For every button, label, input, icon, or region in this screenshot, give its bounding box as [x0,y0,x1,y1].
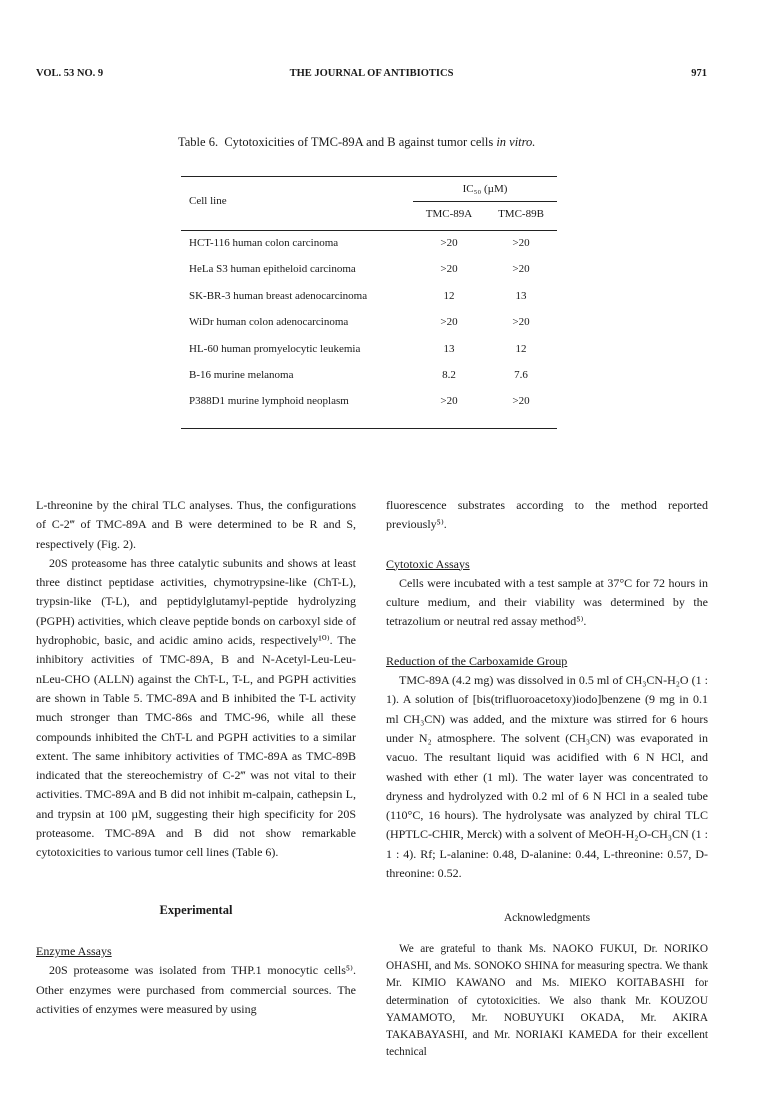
ic50-tmc-89b: 13 [515,289,527,302]
ic50-tmc-89b: 7.6 [514,368,528,381]
ic50-tmc-89a: >20 [440,395,458,408]
cell-line-name: P388D1 murine lymphoid neoplasm [189,395,349,408]
paragraph-fluorescence: fluorescence substrates according to the method reported previously⁵⁾. [386,498,708,532]
table-header [181,177,557,230]
left-column [36,496,356,1019]
ic50-tmc-89a: >20 [440,237,458,249]
paragraph-configuration: L-threonine by the chiral TLC analyses. Thus, the configurations of C-2‴ of TMC-89A and B were determined to be R and S, respectively (Fig. 2). [36,498,356,551]
header-cell-line: Cell line [189,195,227,207]
table-caption [178,135,535,150]
paragraph-cytotoxic-assays: Cells were incubated with a test sample at 37°C for 72 hours in culture medium, and their viability was determined by the tetrazolium or neutral red assay method⁵⁾. [386,575,708,629]
ic50-tmc-89a: 8.2 [442,368,456,381]
paragraph-acknowledgments: We are grateful to thank Ms. NAOKO FUKUI, Dr. NORIKO OHASHI, and Ms. SONOKO SHINA for measuring spectra. We thank Mr. KIMIO KAWANO and Ms. MIEKO KOITABASHI for determination of cytotoxicities. We also thank Mr. KOUZOU YAMAMOTO, Mr. NOBUYUKI OKADA, Mr. AKIRA TAKABAYASHI, and Mr. NORIAKI KAMEDA for their excellent technical [386,942,708,1059]
ic50-tmc-89a: 13 [443,342,455,355]
running-header [36,68,707,84]
page-number: 971 [691,68,707,79]
header-tmc-89a: TMC-89A [425,208,473,220]
cell-line-name: B-16 murine melanoma [189,368,294,381]
cell-line-name: WiDr human colon adenocarcinoma [189,316,349,329]
cell-line-name: HL-60 human promyelocytic leukemia [189,342,361,355]
enzyme-assays-title: Enzyme Assays [36,943,112,958]
reduction-title: Reduction of the Carboxamide Group [386,653,568,668]
paragraph-reduction: TMC-89A (4.2 mg) was dissolved in 0.5 ml of CH₃CN-H₂O (1 : 1). A solution of [bis(trifluoroacetoxy)iodo]benzene (9 mg in 0.1 ml CH₃CN) was added, and the mixture was stirred for 6 hours under N₂ atmosphere. The solvent (CH₃CN) was evaporated in vacuo. The resultant liquid was acidified with 6 N HCl, and washed with ether (1 ml). The water layer was concentrated to dryness and hydrolyzed with 0.2 ml of 6 N HCl in a sealed tube (110°C, 16 hours). The hydrolysate was analyzed by chiral TLC (HPTLC-CHIR, Merck) with a solvent of MeOH-H₂O-CH₃CN (1 : 1 : 4). Rf; L-alanine: 0.48, D-alanine: 0.44, L-threonine: 0.57, D-threonine: 0.52. [386,673,708,881]
ic50-tmc-89a: 12 [443,289,455,302]
ic50-tmc-89a: >20 [440,263,458,276]
table-row [181,310,557,336]
header-ic50-rule [413,201,557,202]
table-row [181,337,557,363]
paragraph-proteasome: 20S proteasome has three catalytic subunits and shows at least three distinct peptidase activities, chymotrypsine-like (ChT-L), trypsin-like (T-L), and peptidylglutamyl-peptide hydrolyzing (PGPH) activities, which cleave peptide bonds on carboxyl side of hydrophobic, basic, and acidic amino acids, respectively¹⁰⁾. The inhibitory activities of TMC-89A, B and N-Acetyl-Leu-Leu-nLeu-CHO (ALLN) against the ChT-L, T-L, and PGPH activities are shown in Table 5. TMC-89A and B inhibited the T-L activity much stronger than TMC-86s and TMC-96, while all these compounds inhibited the ChT-L and PGPH activities to a similar extent. The same inhibitory activities of TMC-89A as TMC-89B indicated that the stereochemistry of C-2‴ was not vital to their activities. TMC-89A and B did not inhibit m-calpain, cathepsin L, and trypsin at 100 µM, suggesting their high specificity for 20S proteasome. TMC-89A and B did not show remarkable cytotoxicities to various tumor cell lines (Table 6). [36,555,356,860]
ic50-tmc-89b: >20 [512,316,530,329]
journal-title: THE JOURNAL OF ANTIBIOTICS [289,68,454,79]
paragraph-enzyme-assays: 20S proteasome was isolated from THP.1 monocytic cells⁵⁾. Other enzymes were purchased from commercial sources. The activities of enzymes were measured by using [36,963,356,1016]
table-row [181,231,557,257]
cytotoxicity-table [181,176,557,429]
volume-number: VOL. 53 NO. 9 [36,68,104,79]
acknowledgments-heading: Acknowledgments [503,912,591,925]
experimental-heading: Experimental [159,902,233,917]
ic50-tmc-89b: >20 [512,395,530,408]
ic50-tmc-89b: >20 [512,237,530,249]
table-row [181,284,557,310]
cell-line-name: HCT-116 human colon carcinoma [189,237,339,249]
ic50-tmc-89b: >20 [512,263,530,276]
table-caption-italic: in vitro. [496,135,536,149]
cytotoxic-assays-title: Cytotoxic Assays [386,556,470,571]
right-column [386,496,708,1062]
ic50-tmc-89a: >20 [440,316,458,329]
table-row [181,363,557,389]
header-tmc-89b: TMC-89B [498,208,544,220]
header-ic50: IC₅₀ (µM) [462,183,508,195]
table-caption-prefix: Table 6. [178,135,219,149]
table-bottom-rule [181,428,557,429]
table-row [181,257,557,283]
cell-line-name: SK-BR-3 human breast adenocarcinoma [189,289,368,302]
ic50-tmc-89b: 12 [515,342,527,355]
table-body [181,231,557,428]
cell-line-name: HeLa S3 human epitheloid carcinoma [189,263,356,276]
table-caption-text: Cytotoxicities of TMC-89A and B against tumor cells [224,135,497,149]
table-row [181,389,557,415]
